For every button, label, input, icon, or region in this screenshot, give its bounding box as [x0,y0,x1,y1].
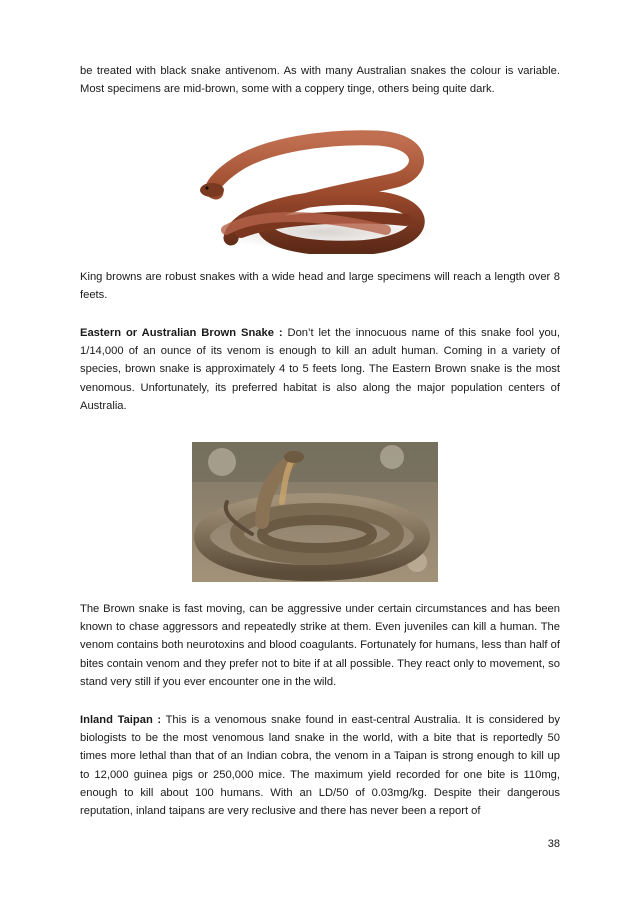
eastern-brown-snake-photo [192,442,438,582]
paragraph-king-brown-antivenom [80,62,560,98]
section-heading-inland-taipan: Inland Taipan : [80,714,162,726]
paragraph-text: King browns are robust snakes with a wide head and large specimens will reach a length over 8 feets. [80,271,560,302]
paragraph-text: Don’t let the innocuous name of this snake fool you, 1/14,000 of an ounce of its venom is enough to kill an adult human. Coming in a variety of species, brown snake is approximately 4 to 5 feets long. The Eastern Brown snake is the most venomous. Unfortunately, its preferred habitat is also along the major population centers of Australia. [80,327,560,412]
paragraph-king-brown-size [80,268,560,304]
paragraph-text: This is a venomous snake found in east-central Australia. It is considered by biologists to be the most venomous land snake in the world, with a bite that is reportedly 50 times more lethal than that of an Indian cobra, the venom in a Taipan is strong enough to kill up to 12,000 guinea pigs or 250,000 mice. The maximum yield recorded for one bite is 110mg, enough to kill about 100 humans. With an LD/50 of 0.03mg/kg. Despite their dangerous reputation, inland taipans are very reclusive and there has never been a report of [80,714,560,818]
paragraph-text: The Brown snake is fast moving, can be aggressive under certain circumstances and has been known to chase aggressors and repeatedly strike at them. Even juveniles can kill a human. The venom contains both neurotoxins and blood coagulants. Fortunately for humans, less than half of bites contain venom and they prefer not to bite if at all possible. They react only to movement, so stand very still if you ever encounter one in the wild. [80,603,560,688]
paragraph-text: be treated with black snake antivenom. As with many Australian snakes the colour is variable. Most specimens are mid-brown, some with a coppery tinge, others being quite dark. [80,65,560,96]
section-heading-eastern-brown: Eastern or Australian Brown Snake : [80,327,283,339]
paragraph-eastern-brown [80,324,560,415]
page-number: 38 [547,838,560,850]
paragraph-inland-taipan [80,711,560,820]
king-brown-snake-photo [196,120,436,254]
paragraph-brown-snake-behaviour [80,600,560,691]
